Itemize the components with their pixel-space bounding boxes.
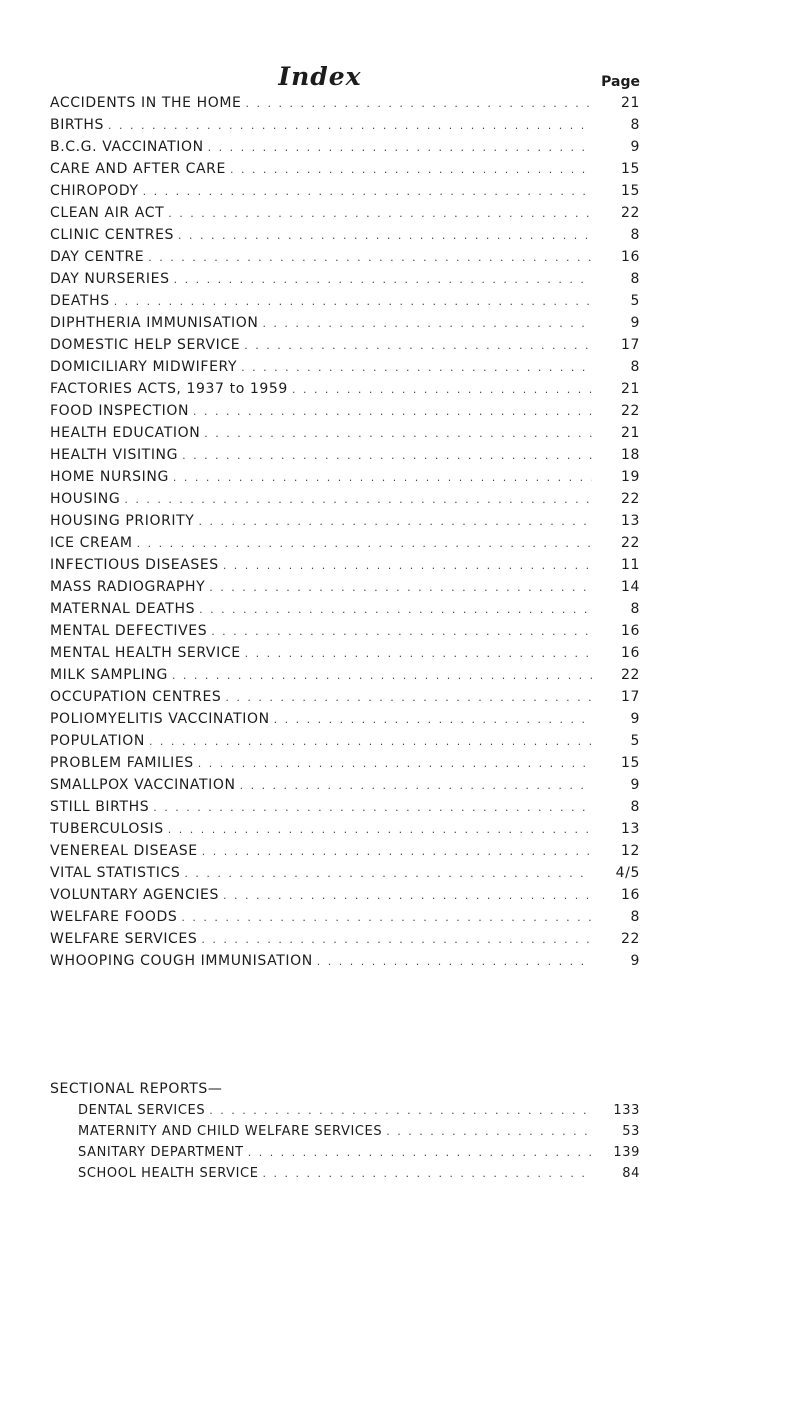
entry-label: SMALLPOX VACCINATION	[50, 777, 236, 793]
index-entry-row	[50, 598, 640, 620]
dot-leader	[209, 577, 592, 598]
index-entry-row	[50, 554, 640, 576]
entry-label: HEALTH VISITING	[50, 447, 179, 463]
dot-leader	[246, 93, 593, 114]
entry-label: CARE AND AFTER CARE	[50, 161, 226, 177]
entry-label: MENTAL HEALTH SERVICE	[50, 645, 241, 661]
index-entry-row	[50, 290, 640, 312]
entry-label: MATERNITY AND CHILD WELFARE SERVICES	[78, 1124, 383, 1139]
dot-leader	[201, 929, 592, 950]
entry-label: DOMESTIC HELP SERVICE	[50, 337, 241, 353]
index-entry-row	[50, 818, 640, 840]
index-entry-row	[50, 730, 640, 752]
dot-leader	[317, 951, 592, 972]
dot-leader	[223, 885, 592, 906]
dot-leader	[137, 533, 592, 554]
dot-leader	[198, 753, 592, 774]
entry-label: MASS RADIOGRAPHY	[50, 579, 206, 595]
entry-page-number: 15	[620, 161, 640, 177]
entry-page-number: 9	[630, 777, 640, 793]
entry-label: HOME NURSING	[50, 469, 169, 485]
dot-leader	[149, 731, 592, 752]
dot-leader	[168, 203, 592, 224]
entry-label: ICE CREAM	[50, 535, 133, 551]
dot-leader	[184, 863, 592, 884]
entry-label: VITAL STATISTICS	[50, 865, 181, 881]
index-entry-row	[50, 928, 640, 950]
entry-page-number: 5	[630, 293, 640, 309]
dot-leader	[225, 687, 592, 708]
index-entry-row	[50, 202, 640, 224]
dot-leader	[143, 181, 592, 202]
dot-leader	[173, 467, 592, 488]
index-entry-row	[50, 664, 640, 686]
index-entry-row	[50, 378, 640, 400]
entry-label: WELFARE FOODS	[50, 909, 178, 925]
index-entry-row	[50, 686, 640, 708]
index-entry-row	[50, 840, 640, 862]
entry-label: HEALTH EDUCATION	[50, 425, 201, 441]
entry-page-number: 16	[620, 645, 640, 661]
dot-leader	[202, 841, 592, 862]
entry-label: MATERNAL DEATHS	[50, 601, 196, 617]
entry-label: FOOD INSPECTION	[50, 403, 190, 419]
dot-leader	[174, 269, 592, 290]
entry-page-number: 5	[630, 733, 640, 749]
entry-page-number: 14	[620, 579, 640, 595]
entry-label: SANITARY DEPARTMENT	[78, 1145, 244, 1160]
dot-leader	[181, 907, 592, 928]
index-entry-row	[50, 576, 640, 598]
entry-page-number: 53	[622, 1124, 640, 1139]
dot-leader	[263, 1163, 592, 1184]
entry-label: CLEAN AIR ACT	[50, 205, 165, 221]
entry-page-number: 21	[620, 95, 640, 111]
entry-label: SCHOOL HEALTH SERVICE	[78, 1166, 259, 1181]
sectional-report-row	[78, 1142, 640, 1163]
index-entry-row	[50, 246, 640, 268]
entry-label: BIRTHS	[50, 117, 105, 133]
dot-leader	[108, 115, 592, 136]
page-title: Index	[278, 62, 362, 91]
sectional-reports-heading: SECTIONAL REPORTS—	[50, 1081, 223, 1097]
dot-leader	[209, 1100, 592, 1121]
entry-label: INFECTIOUS DISEASES	[50, 557, 219, 573]
entry-label: MENTAL DEFECTIVES	[50, 623, 208, 639]
index-entry-row	[50, 444, 640, 466]
entry-label: B.C.G. VACCINATION	[50, 139, 204, 155]
entry-label: POLIOMYELITIS VACCINATION	[50, 711, 270, 727]
entry-label: ACCIDENTS IN THE HOME	[50, 95, 242, 111]
entry-label: VENEREAL DISEASE	[50, 843, 198, 859]
index-entry-row	[50, 334, 640, 356]
sectional-report-row	[78, 1163, 640, 1184]
index-entry-row	[50, 466, 640, 488]
dot-leader	[245, 643, 592, 664]
dot-leader	[153, 797, 592, 818]
index-entry-row	[50, 950, 640, 972]
dot-leader	[178, 225, 592, 246]
entry-page-number: 22	[620, 205, 640, 221]
sectional-report-row	[78, 1100, 640, 1121]
entry-label: WELFARE SERVICES	[50, 931, 198, 947]
entry-label: DAY CENTRE	[50, 249, 145, 265]
dot-leader	[208, 137, 592, 158]
index-entry-row	[50, 862, 640, 884]
dot-leader	[274, 709, 592, 730]
entry-page-number: 8	[630, 909, 640, 925]
sectional-report-row	[78, 1121, 640, 1142]
entry-label: MILK SAMPLING	[50, 667, 168, 683]
dot-leader	[198, 511, 592, 532]
dot-leader	[211, 621, 592, 642]
entry-page-number: 17	[620, 337, 640, 353]
dot-leader	[248, 1142, 592, 1163]
index-entry-row	[50, 488, 640, 510]
dot-leader	[172, 665, 592, 686]
dot-leader	[182, 445, 592, 466]
entry-page-number: 13	[620, 513, 640, 529]
index-entry-row	[50, 268, 640, 290]
entry-label: STILL BIRTHS	[50, 799, 150, 815]
index-entry-row	[50, 224, 640, 246]
entry-label: POPULATION	[50, 733, 145, 749]
entry-label: PROBLEM FAMILIES	[50, 755, 194, 771]
dot-leader	[204, 423, 592, 444]
entry-page-number: 11	[620, 557, 640, 573]
entry-page-number: 8	[630, 799, 640, 815]
entry-page-number: 22	[620, 667, 640, 683]
index-entry-row	[50, 356, 640, 378]
entry-label: CLINIC CENTRES	[50, 227, 175, 243]
entry-label: OCCUPATION CENTRES	[50, 689, 222, 705]
entry-page-number: 17	[620, 689, 640, 705]
entry-page-number: 22	[620, 491, 640, 507]
index-entry-row	[50, 180, 640, 202]
index-entry-row	[50, 532, 640, 554]
entry-page-number: 8	[630, 117, 640, 133]
entry-label: DIPHTHERIA IMMUNISATION	[50, 315, 259, 331]
index-entries	[50, 92, 640, 972]
entry-page-number: 9	[630, 315, 640, 331]
entry-label: DENTAL SERVICES	[78, 1103, 206, 1118]
entry-page-number: 4/5	[615, 865, 640, 881]
index-entry-row	[50, 422, 640, 444]
entry-page-number: 9	[630, 139, 640, 155]
dot-leader	[199, 599, 592, 620]
index-entry-row	[50, 708, 640, 730]
entry-page-number: 12	[620, 843, 640, 859]
entry-page-number: 8	[630, 601, 640, 617]
dot-leader	[124, 489, 592, 510]
entry-page-number: 21	[620, 425, 640, 441]
entry-label: CHIROPODY	[50, 183, 139, 199]
index-entry-row	[50, 158, 640, 180]
entry-page-number: 133	[613, 1103, 640, 1118]
entry-page-number: 22	[620, 931, 640, 947]
dot-leader	[114, 291, 592, 312]
entry-label: DEATHS	[50, 293, 110, 309]
entry-page-number: 139	[613, 1145, 640, 1160]
index-entry-row	[50, 510, 640, 532]
entry-page-number: 16	[620, 623, 640, 639]
entry-page-number: 22	[620, 403, 640, 419]
index-entry-row	[50, 136, 640, 158]
index-entry-row	[50, 642, 640, 664]
entry-page-number: 16	[620, 887, 640, 903]
entry-label: VOLUNTARY AGENCIES	[50, 887, 219, 903]
entry-label: FACTORIES ACTS, 1937 to 1959	[50, 381, 288, 397]
index-entry-row	[50, 312, 640, 334]
dot-leader	[386, 1121, 592, 1142]
entry-page-number: 8	[630, 359, 640, 375]
dot-leader	[241, 357, 592, 378]
index-entry-row	[50, 400, 640, 422]
entry-label: WHOOPING COUGH IMMUNISATION	[50, 953, 313, 969]
dot-leader	[223, 555, 592, 576]
index-entry-row	[50, 884, 640, 906]
entry-page-number: 15	[620, 183, 640, 199]
index-entry-row	[50, 620, 640, 642]
entry-page-number: 9	[630, 711, 640, 727]
dot-leader	[168, 819, 592, 840]
entry-page-number: 18	[620, 447, 640, 463]
index-entry-row	[50, 906, 640, 928]
sectional-reports-list	[78, 1100, 640, 1184]
dot-leader	[193, 401, 592, 422]
dot-leader	[230, 159, 592, 180]
entry-page-number: 13	[620, 821, 640, 837]
entry-page-number: 16	[620, 249, 640, 265]
entry-page-number: 8	[630, 227, 640, 243]
entry-page-number: 22	[620, 535, 640, 551]
entry-page-number: 9	[630, 953, 640, 969]
page-column-header: Page	[601, 74, 640, 90]
entry-label: HOUSING	[50, 491, 121, 507]
entry-label: DOMICILIARY MIDWIFERY	[50, 359, 238, 375]
index-entry-row	[50, 92, 640, 114]
dot-leader	[244, 335, 592, 356]
entry-label: DAY NURSERIES	[50, 271, 170, 287]
entry-page-number: 15	[620, 755, 640, 771]
dot-leader	[292, 379, 592, 400]
index-entry-row	[50, 796, 640, 818]
dot-leader	[240, 775, 592, 796]
index-entry-row	[50, 114, 640, 136]
dot-leader	[262, 313, 592, 334]
entry-label: HOUSING PRIORITY	[50, 513, 195, 529]
entry-page-number: 8	[630, 271, 640, 287]
entry-page-number: 84	[622, 1166, 640, 1181]
entry-label: TUBERCULOSIS	[50, 821, 164, 837]
entry-page-number: 21	[620, 381, 640, 397]
index-entry-row	[50, 752, 640, 774]
index-entry-row	[50, 774, 640, 796]
dot-leader	[148, 247, 592, 268]
entry-page-number: 19	[620, 469, 640, 485]
